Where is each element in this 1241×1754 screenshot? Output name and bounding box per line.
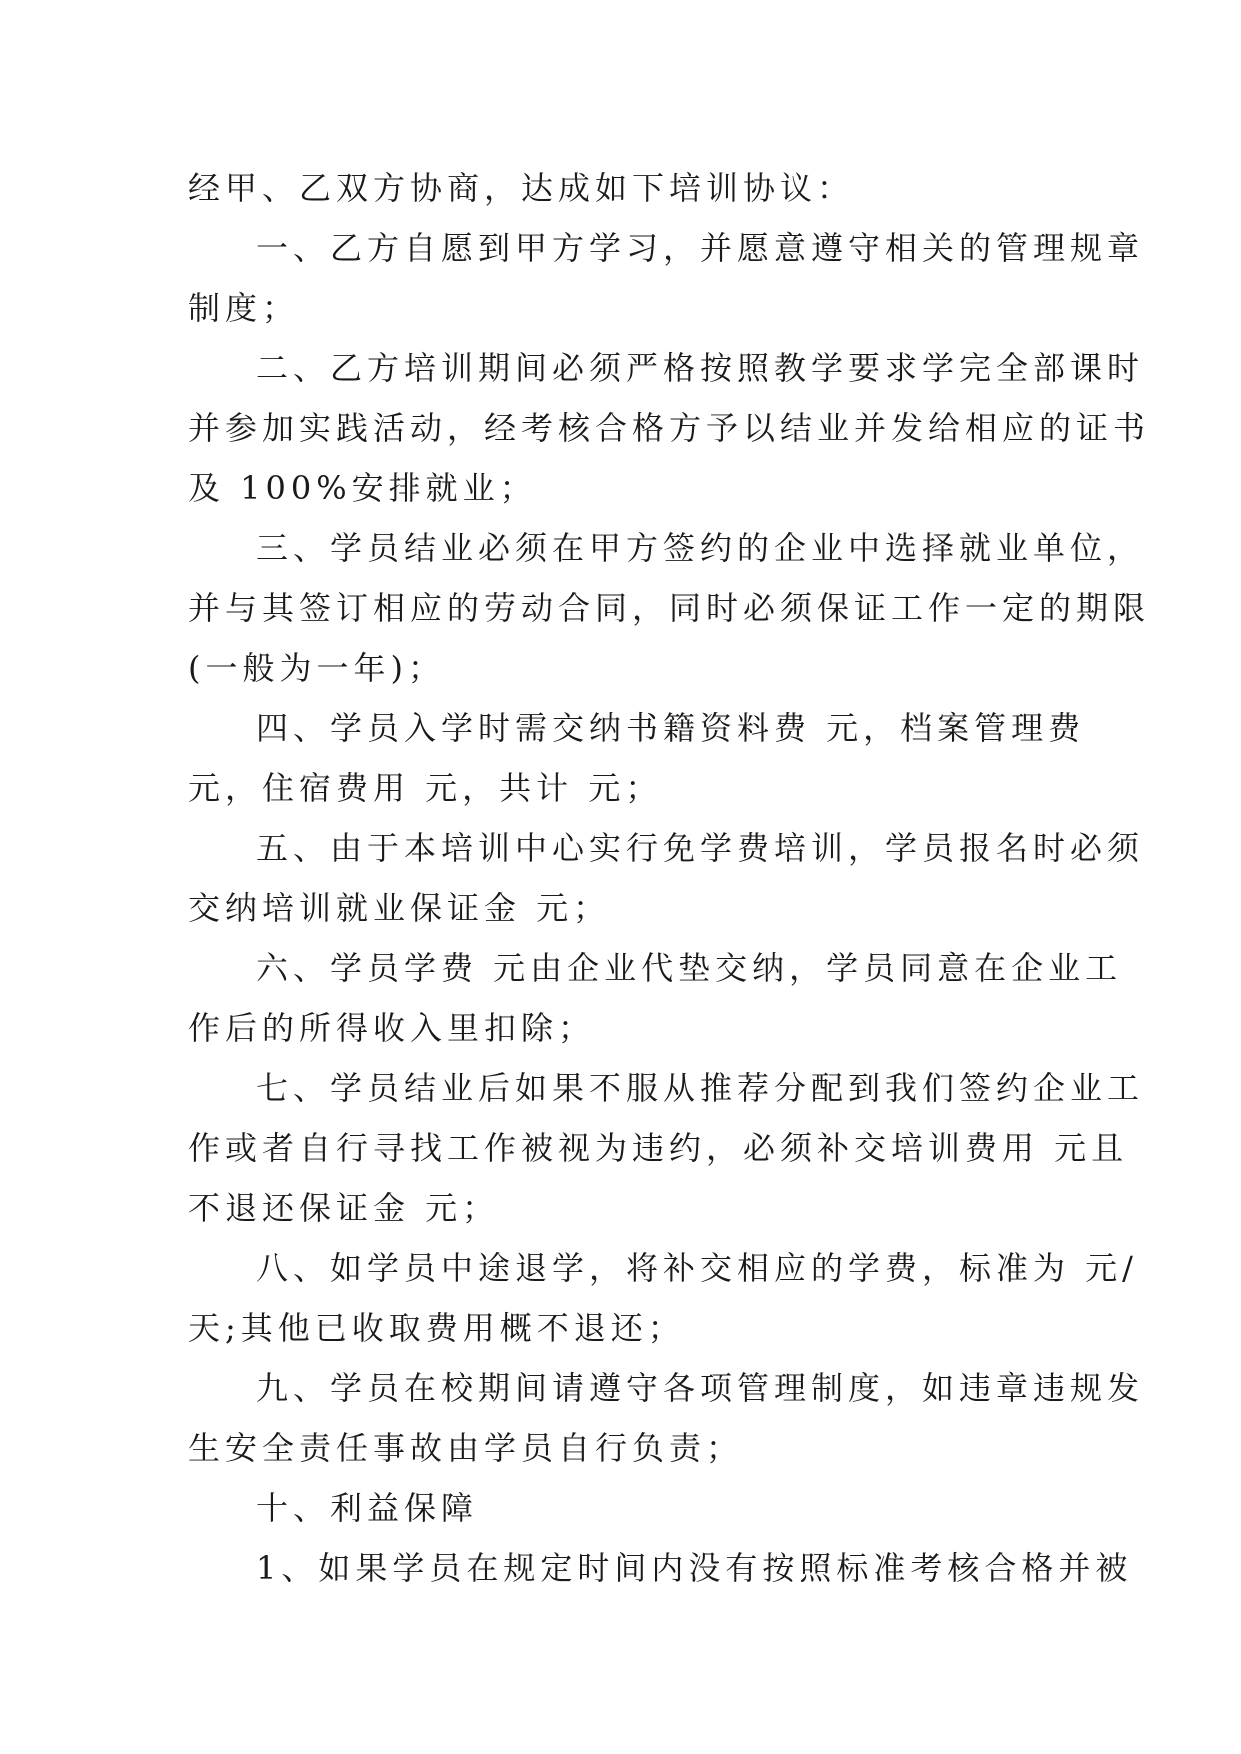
clause-7-line-2: 作或者自行寻找工作被视为违约，必须补交培训费用 元且 [188,1129,1129,1167]
clause-5-line-2: 交纳培训就业保证金 元； [188,889,611,927]
clause-1-line-2: 制度； [188,289,300,327]
clause-1-line-1: 一、乙方自愿到甲方学习，并愿意遵守相关的管理规章 [256,229,1145,267]
clause-8-line-2: 天;其他已收取费用概不退还； [188,1309,685,1347]
clause-3-line-2: 并与其签订相应的劳动合同，同时必须保证工作一定的期限 [188,589,1151,627]
clause-3-line-3: (一般为一年)； [188,649,445,687]
clause-7-line-3: 不退还保证金 元； [188,1189,500,1227]
clause-7-line-1: 七、学员结业后如果不服从推荐分配到我们签约企业工 [256,1069,1145,1107]
clause-10-heading: 十、利益保障 [256,1489,479,1527]
clause-2-line-3: 及 100%安排就业； [188,469,537,507]
clause-5-line-1: 五、由于本培训中心实行免学费培训，学员报名时必须 [256,829,1145,867]
clause-2-line-1: 二、乙方培训期间必须严格按照教学要求学完全部课时 [256,349,1145,387]
agreement-body [188,158,1151,1598]
agreement-intro-line: 经甲、乙双方协商，达成如下培训协议： [188,169,855,207]
clause-9-line-2: 生安全责任事故由学员自行负责； [188,1429,744,1467]
clause-9-line-1: 九、学员在校期间请遵守各项管理制度，如违章违规发 [256,1369,1145,1407]
clause-2-line-2: 并参加实践活动，经考核合格方予以结业并发给相应的证书 [188,409,1151,447]
clause-10-item-1-line-1: 1、如果学员在规定时间内没有按照标准考核合格并被 [256,1549,1133,1587]
clause-8-line-1: 八、如学员中途退学，将补交相应的学费，标准为 元/ [256,1249,1138,1287]
clause-3-line-1: 三、学员结业必须在甲方签约的企业中选择就业单位， [256,529,1145,567]
clause-6-line-1: 六、学员学费 元由企业代垫交纳，学员同意在企业工 [256,949,1123,987]
clause-4-line-1: 四、学员入学时需交纳书籍资料费 元，档案管理费 [256,709,1086,747]
clause-4-line-2: 元，住宿费用 元，共计 元； [188,769,663,807]
clause-6-line-2: 作后的所得收入里扣除； [188,1009,596,1047]
